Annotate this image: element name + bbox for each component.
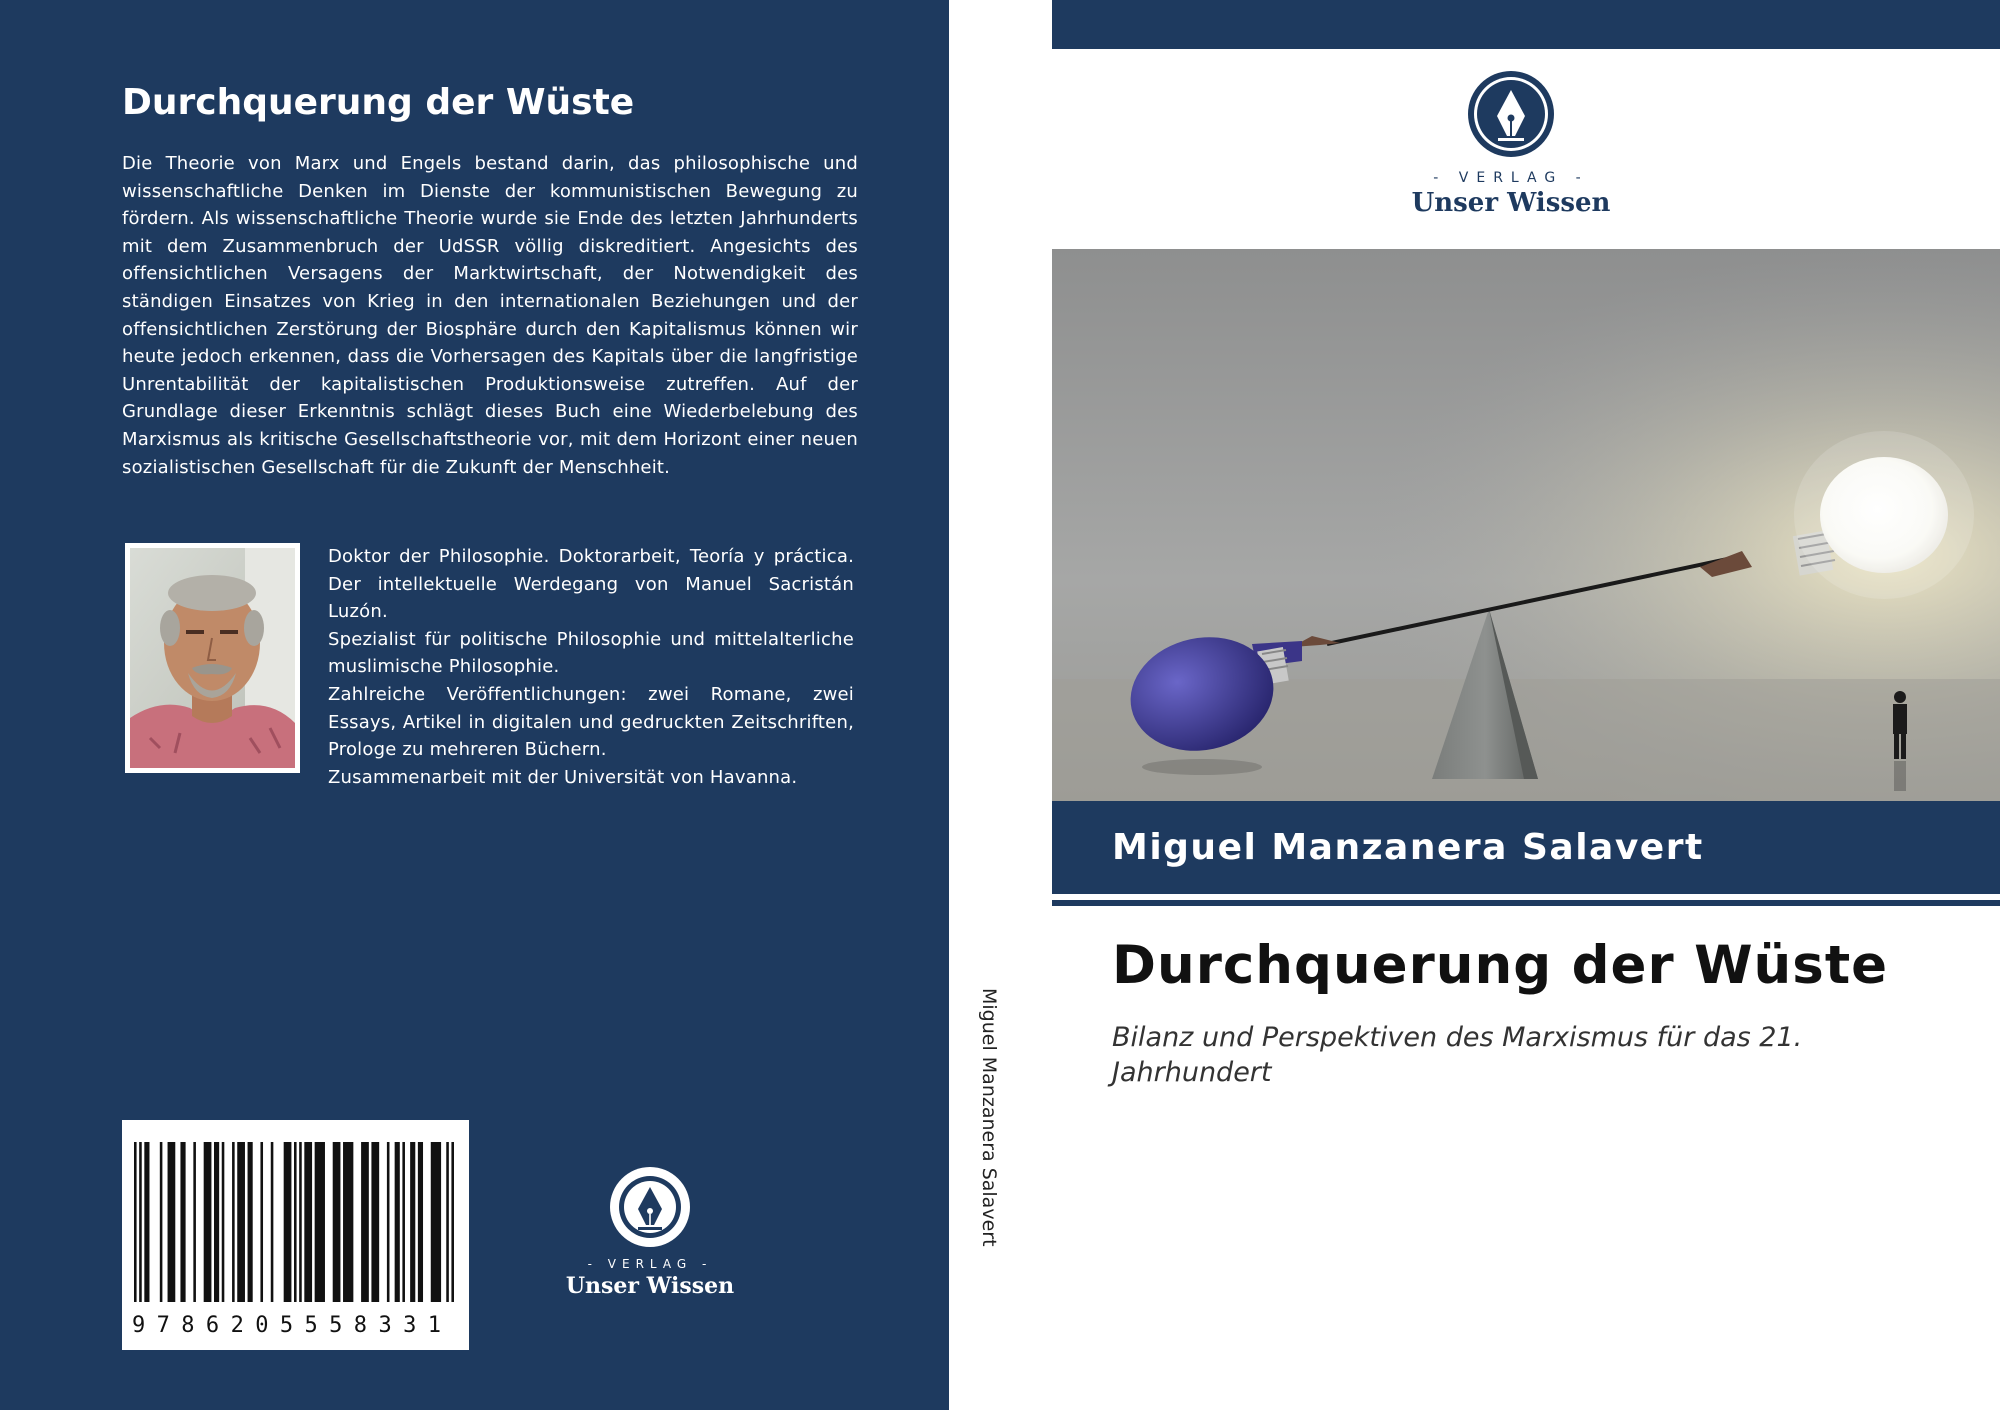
barcode-bar — [361, 1142, 369, 1302]
author-photo — [125, 543, 300, 773]
bio-line: Zusammenarbeit mit der Universität von Havanna. — [328, 766, 798, 788]
barcode-bar — [343, 1142, 353, 1302]
verlag-label: - VERLAG - — [1433, 170, 1589, 186]
bio-line: Spezialist für politische Philosophie und mittelalterliche muslimische Philosophie. — [328, 628, 854, 678]
barcode-bar — [260, 1142, 263, 1302]
cover-illustration — [1052, 249, 2000, 801]
isbn-barcode — [122, 1120, 469, 1350]
publisher-name: Unser Wissen — [1411, 188, 1611, 218]
barcode-bar — [144, 1142, 149, 1302]
author-name: Miguel Manzanera Salavert — [1112, 827, 1704, 868]
barcode-bar — [180, 1142, 185, 1302]
barcode-bar — [204, 1142, 212, 1302]
book-subtitle: Bilanz und Perspektiven des Marxismus für das 21. Jahrhundert — [1112, 1022, 1803, 1088]
spine — [949, 0, 1052, 1410]
barcode-bar — [371, 1142, 379, 1302]
bio-line: Doktor der Philosophie. Doktorarbeit, Teoría y práctica. Der intellektuelle Werdegang von Manuel Sacristán Luzón. — [328, 546, 854, 623]
barcode-bar — [410, 1142, 415, 1302]
barcode-bar — [446, 1142, 449, 1302]
author-bio — [328, 543, 854, 791]
book-title: Durchquerung der Wüste — [1112, 935, 1889, 996]
back-publisher-logo — [560, 1165, 740, 1299]
barcode-bar — [222, 1142, 225, 1302]
pen-nib-logo-icon — [1467, 70, 1555, 158]
barcode-bar — [168, 1142, 176, 1302]
barcode-bar — [418, 1142, 423, 1302]
barcode-bar — [402, 1142, 405, 1302]
barcode-bar — [284, 1142, 292, 1302]
barcode-bar — [214, 1142, 219, 1302]
barcode-bar — [248, 1142, 253, 1302]
verlag-label: - VERLAG - — [587, 1257, 713, 1271]
pen-nib-logo-icon — [608, 1165, 692, 1249]
isbn-number: 9786205558331 — [132, 1313, 453, 1338]
divider-rule — [1052, 900, 2000, 906]
back-cover-blurb: Die Theorie von Marx und Engels bestand darin, das philosophische und wissenschaftliche Denken im Dienste der kommunistischen Bewegung zu fördern. Als wissenschaftliche Theorie wurde sie Ende des letzten Jahrhunderts mit dem Zusammenbruch der UdSSR völlig diskreditiert. Angesichts des offensichtlichen Versagens der Marktwirtschaft, der Notwendigkeit des ständigen Einsatzes von Krieg in den internationalen Beziehungen und der offensichtlichen Zerstörung der Biosphäre durch den Kapitalismus können wir heute jedoch erkennen, dass die Vorhersagen des Kapitals über die langfristige Unrentabilität der kapitalistischen Produktionsweise zutreffen. Auf der Grundlage dieser Erkenntnis schlägt dieses Buch eine Wiederbelebung des Marxismus als kritische Gesellschaftstheorie vor, mit dem Horizont einer neuen sozialistischen Gesellschaft für die Zukunft der Menschheit. — [122, 153, 858, 478]
barcode-bar — [395, 1142, 400, 1302]
barcode-bar — [139, 1142, 142, 1302]
barcode-bar — [160, 1142, 163, 1302]
barcode-bar — [451, 1142, 454, 1302]
publisher-name: Unser Wissen — [565, 1273, 735, 1299]
barcode-bar — [232, 1142, 235, 1302]
author-band — [1052, 801, 2000, 894]
front-publisher-logo — [1396, 70, 1626, 218]
barcode-bar — [193, 1142, 196, 1302]
top-band — [1052, 0, 2000, 49]
barcode-bars — [134, 1142, 457, 1302]
barcode-bar — [387, 1142, 390, 1302]
barcode-bar — [237, 1142, 245, 1302]
barcode-bar — [431, 1142, 441, 1302]
barcode-bar — [294, 1142, 297, 1302]
barcode-bar — [315, 1142, 325, 1302]
spine-author: Miguel Manzanera Salavert — [978, 988, 1000, 1247]
barcode-bar — [134, 1142, 137, 1302]
bio-line: Zahlreiche Veröffentlichungen: zwei Romane, zwei Essays, Artikel in digitalen und gedruckten Zeitschriften, Prologe zu mehreren Büchern. — [328, 683, 854, 761]
back-cover — [0, 0, 949, 1410]
front-cover — [1052, 0, 2000, 1410]
barcode-bar — [299, 1142, 302, 1302]
barcode-bar — [333, 1142, 341, 1302]
back-cover-title: Durchquerung der Wüste — [122, 82, 635, 123]
barcode-bar — [271, 1142, 274, 1302]
barcode-bar — [304, 1142, 312, 1302]
